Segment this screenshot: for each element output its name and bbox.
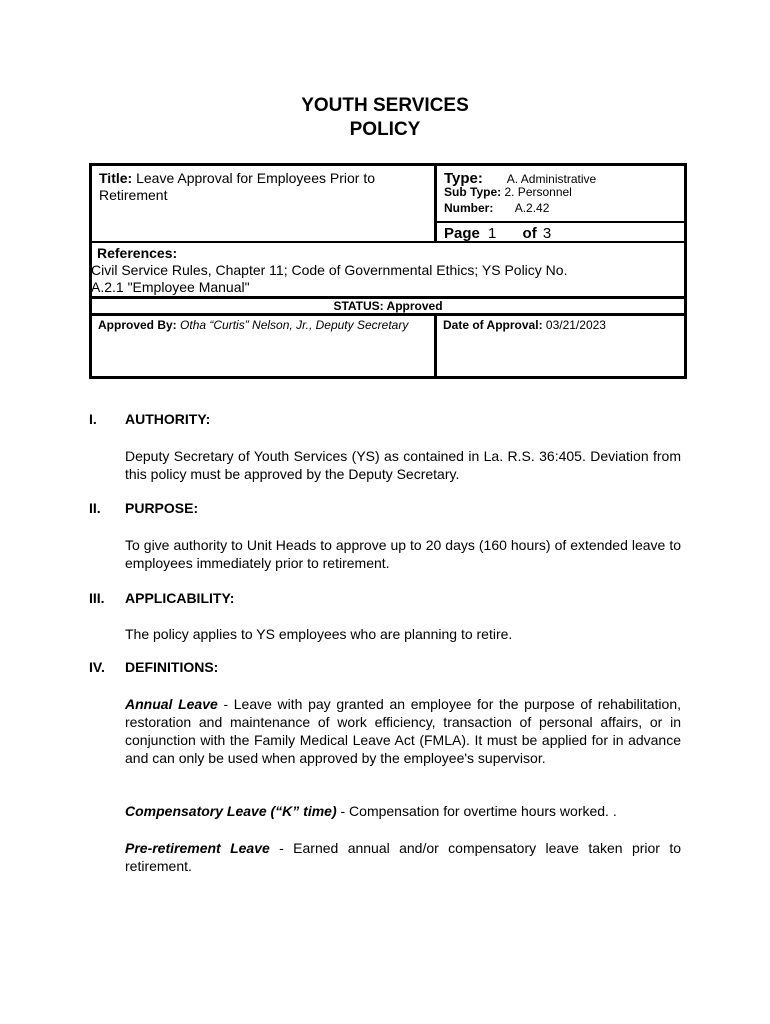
policy-number-row [444, 201, 684, 216]
approval-date-label: Date of Approval: [443, 318, 543, 332]
policy-subtype-value: 2. Personnel [504, 185, 572, 199]
policy-subtype-row [444, 185, 684, 200]
section-number-definitions: IV. [89, 659, 105, 675]
definition-pre-retirement-leave [125, 839, 681, 875]
document-title-line1: YOUTH SERVICES [301, 95, 469, 116]
approved-by-value: Otha “Curtis” Nelson, Jr., Deputy Secretary [180, 318, 409, 332]
status-label: STATUS: Approved [333, 299, 443, 313]
approved-by-label: Approved By: [98, 318, 177, 332]
policy-type-value: A. Administrative [506, 172, 597, 186]
section-number-applicability: III. [89, 590, 105, 606]
policy-title-cell [99, 170, 424, 204]
box-divider-number [434, 221, 687, 223]
approved-by-cell [98, 318, 434, 333]
definition-compensatory-leave [125, 802, 681, 820]
definition-text: - Leave with pay granted an employee for the purpose of rehabilitation, restoration and maintenance of work efficiency, transaction of personal affairs, or in conjunction with the Family Medical Leave Act (FMLA). It must be applied for in advance and can only be used when approved by the employee's supervisor. [125, 696, 681, 766]
definition-term: Pre-retirement Leave [125, 840, 270, 856]
references-line1: Civil Service Rules, Chapter 11; Code of Governmental Ethics; YS Policy No. [91, 262, 568, 278]
section-number-authority: I. [89, 411, 97, 427]
document-title-line2: POLICY [349, 119, 421, 140]
box-divider-vertical-top [434, 163, 437, 243]
section-body-authority: Deputy Secretary of Youth Services (YS) as contained in La. R.S. 36:405. Deviation from this policy must be approved by the Deputy Secretary. [125, 448, 681, 482]
approval-date-cell [443, 318, 683, 333]
definition-text: - Earned annual and/or compensatory leave taken prior to retirement. [125, 840, 681, 874]
section-body-purpose: To give authority to Unit Heads to approve up to 20 days (160 hours) of extended leave to employees immediately prior to retirement. [125, 537, 681, 571]
page-total: 3 [542, 225, 552, 242]
page-current: 1 [488, 225, 497, 242]
box-divider-vertical-bottom [434, 313, 437, 379]
policy-subtype-label: Sub Type: [444, 185, 502, 199]
section-heading-purpose: PURPOSE: [125, 500, 199, 516]
section-heading-applicability: APPLICABILITY: [125, 590, 235, 606]
definition-term: Compensatory Leave (“K” time) [125, 803, 337, 819]
definition-text: - Compensation for overtime hours worked. . [336, 803, 617, 819]
page-of-label: of [522, 225, 537, 242]
approval-date-value: 03/21/2023 [545, 318, 606, 332]
references-line2: A.2.1 "Employee Manual" [91, 279, 250, 295]
definition-annual-leave [125, 695, 681, 767]
section-heading-definitions: DEFINITIONS: [125, 659, 219, 675]
section-body-applicability: The policy applies to YS employees who are planning to retire. [125, 626, 513, 642]
definition-term: Annual Leave [125, 696, 218, 712]
policy-title-value: Leave Approval for Employees Prior to Retirement [99, 170, 375, 203]
page-label: Page [444, 225, 480, 242]
references-label: References: [97, 245, 178, 261]
section-heading-authority: AUTHORITY: [125, 411, 211, 427]
policy-number-value: A.2.42 [514, 201, 550, 215]
policy-title-label: Title: [99, 170, 133, 186]
section-number-purpose: II. [89, 500, 101, 516]
policy-page-row [444, 225, 684, 242]
policy-number-label: Number: [444, 201, 494, 215]
policy-type-label: Type: [444, 170, 483, 187]
